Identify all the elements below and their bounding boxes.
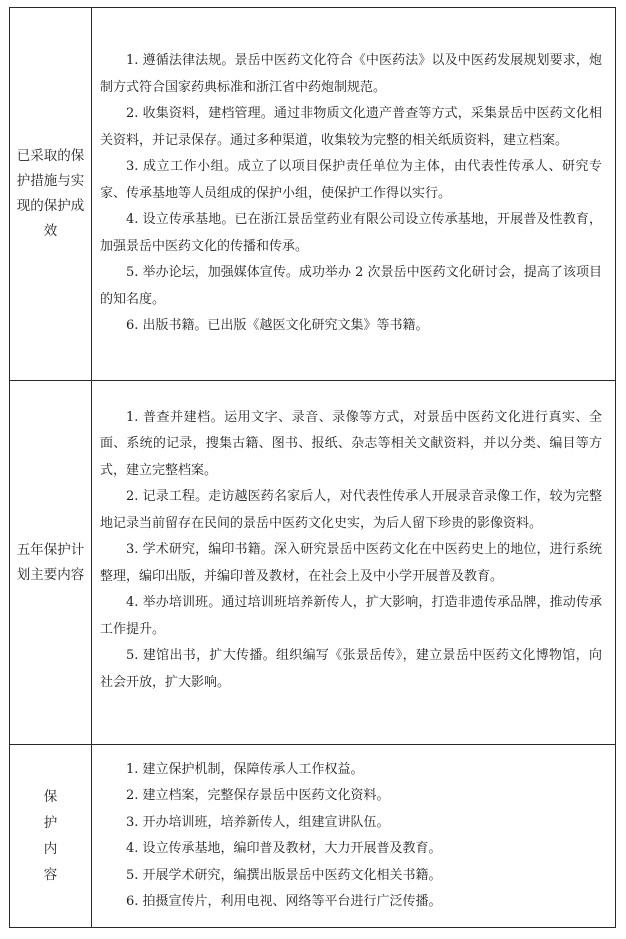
row-five-year-plan	[10, 381, 616, 745]
protection-info-table	[9, 7, 616, 928]
list-item: 6. 拍摄宣传片，利用电视、网络等平台进行广泛传播。	[126, 894, 442, 909]
list-item: 5. 举办论坛，加强媒体宣传。成功举办 2 次景岳中医药文化研讨会，提高了该项目的知名度。	[100, 265, 602, 307]
list-item: 2. 收集资料，建档管理。通过非物质文化遗产普查等方式，采集景岳中医药文化相关资料，并记录保存。通过多种渠道，收集较为完整的相关纸质资料，建立档案。	[100, 106, 602, 148]
list-item: 2. 记录工程。走访越医药名家后人，对代表性传承人开展录音录像工作，较为完整地记录当前留存在民间的景岳中医药文化史实，为后人留下珍贵的影像资料。	[100, 489, 602, 531]
section-label: 已采取的保护措施与实现的保护成效	[16, 148, 85, 239]
list-item: 3. 学术研究，编印书籍。深入研究景岳中医药文化在中医药史上的地位，进行系统整理，编印出版，并编印普及教材，在社会上及中小学开展普及教育。	[100, 542, 602, 584]
list-item: 5. 开展学术研究，编撰出版景岳中医药文化相关书籍。	[126, 867, 442, 883]
content-cell-measures	[92, 8, 616, 381]
section-label: 五年保护计划主要内容	[16, 541, 85, 583]
list-item: 2. 建立档案，完整保存景岳中医药文化资料。	[126, 788, 390, 803]
list-item: 6. 出版书籍。已出版《越医文化研究文集》等书籍。	[126, 318, 429, 334]
list-item: 4. 设立传承基地，编印普及教材，大力开展普及教育。	[126, 841, 442, 856]
list-item: 5. 建馆出书，扩大传播。组织编写《张景岳传》，建立景岳中医药文化博物馆，向社会开放，扩大影响。	[100, 648, 602, 690]
list-item: 3. 开办培训班，培养新传人，组建宣讲队伍。	[126, 814, 390, 830]
list-item: 1. 普查并建档。运用文字、录音、录像等方式，对景岳中医药文化进行真实、全面、系统的记录，搜集古籍、图书、报纸、杂志等相关文献资料，并以分类、编目等方式，建立完整档案。	[100, 409, 602, 478]
row-protection-content	[10, 745, 616, 928]
label-cell-measures	[10, 8, 92, 381]
content-cell-plan	[92, 381, 616, 745]
list-item: 4. 举办培训班。通过培训班培养新传人，扩大影响，打造非遗传承品牌，推动传承工作提升。	[100, 595, 602, 637]
list-item: 1. 建立保护机制，保障传承人工作权益。	[126, 761, 364, 777]
content-cell-content	[92, 745, 616, 928]
list-item: 1. 遵循法律法规。景岳中医药文化符合《中医药法》以及中医药发展规划要求，炮制方式符合国家药典标准和浙江省中药炮制规范。	[100, 53, 602, 95]
list-item: 3. 成立工作小组。成立了以项目保护责任单位为主体，由代表性传承人、研究专家、传承基地等人员组成的保护小组，使保护工作得以实行。	[100, 159, 602, 201]
list-item: 4. 设立传承基地。已在浙江景岳堂药业有限公司设立传承基地，开展普及性教育，加强景岳中医药文化的传播和传承。	[100, 212, 602, 254]
label-cell-content	[10, 745, 92, 928]
label-cell-plan	[10, 381, 92, 745]
row-measures	[10, 8, 616, 381]
section-label: 保护内容	[43, 789, 58, 883]
